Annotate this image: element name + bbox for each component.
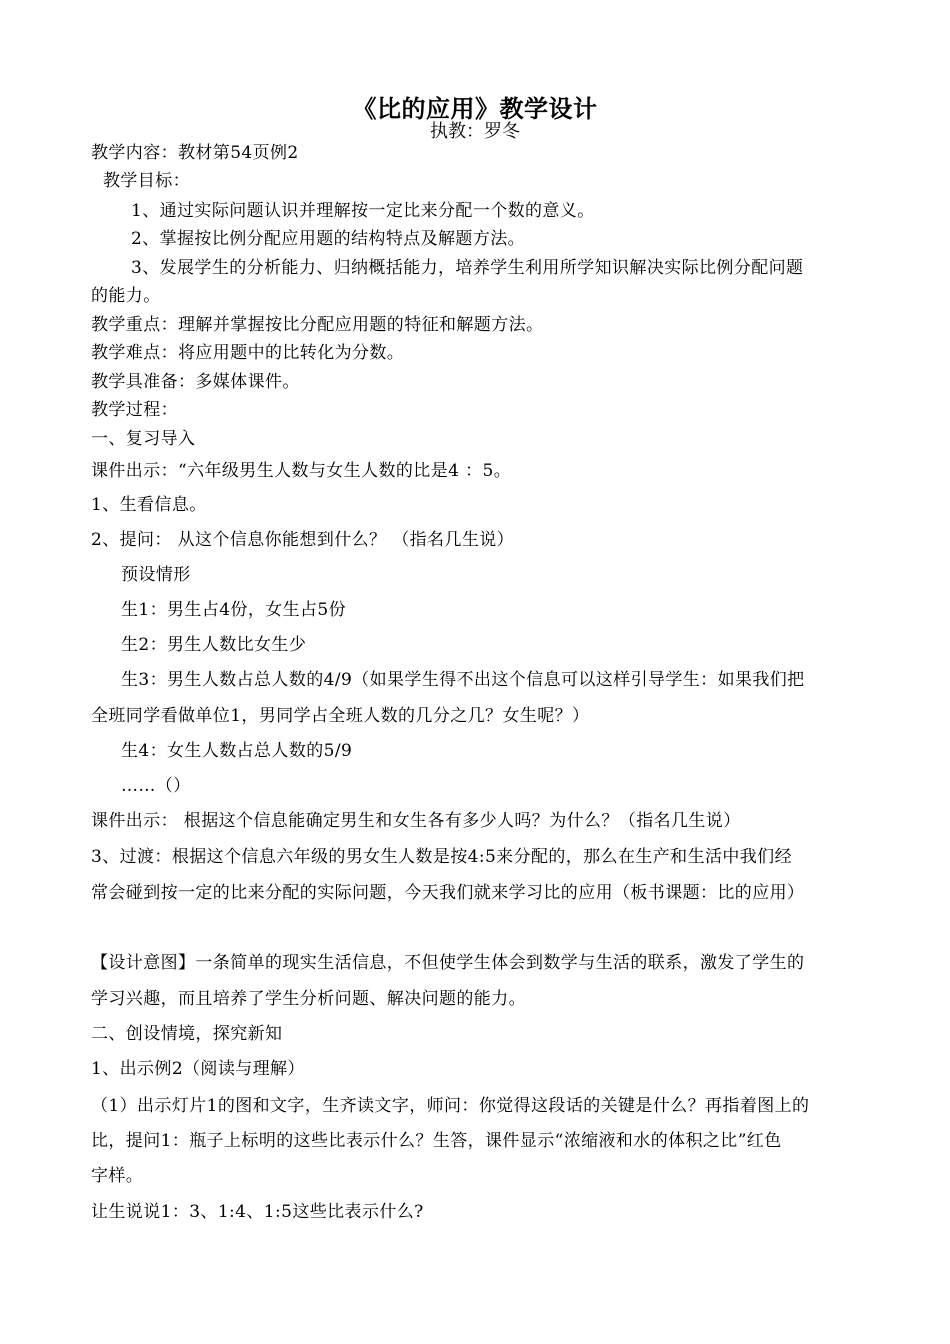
paragraph-line: 全班同学看做单位1，男同学占全班人数的几分之几？女生呢？） — [91, 706, 590, 726]
paragraph-line: 的能力。 — [91, 286, 161, 306]
document-title: 《比的应用》教学设计 — [352, 94, 598, 123]
paragraph-line: 2、提问： 从这个信息你能想到什么？ （指名几生说） — [91, 530, 515, 550]
teacher-line: 执教：罗冬 — [430, 121, 520, 142]
paragraph-line: 生1：男生占4份，女生占5份 — [121, 600, 347, 620]
paragraph-line: 课件出示：“六年级男生人数与女生人数的比是4 ：5。 — [91, 461, 512, 481]
paragraph-line: ……（） — [121, 776, 191, 796]
paragraph-line: 1、出示例2（阅读与理解） — [91, 1059, 305, 1079]
paragraph-line: 常会碰到按一定的比来分配的实际问题，今天我们就来学习比的应用（板书课题：比的应用） — [91, 883, 805, 903]
section-heading: 一、复习导入 — [91, 429, 196, 449]
paragraph-line: 学习兴趣，而且培养了学生分析问题、解决问题的能力。 — [91, 989, 526, 1009]
design-intent-line: 【设计意图】一条简单的现实生活信息，不但使学生体会到数学与生活的联系，激发了学生的 — [91, 953, 805, 973]
paragraph-line: 1、生看信息。 — [91, 495, 207, 515]
paragraph-line: 2、掌握按比例分配应用题的结构特点及解题方法。 — [131, 229, 526, 249]
paragraph-line: 教学内容：教材第54页例2 — [91, 143, 299, 163]
paragraph-line: 生2：男生人数比女生少 — [121, 635, 307, 655]
paragraph-line: 教学目标： — [103, 171, 190, 191]
paragraph-line: 预设情形 — [121, 565, 191, 585]
paragraph-line: 教学重点：理解并掌握按比分配应用题的特征和解题方法。 — [91, 315, 544, 335]
paragraph-line: 3、过渡：根据这个信息六年级的男女生人数是按4:5来分配的，那么在生产和生活中我们经 — [91, 847, 792, 867]
paragraph-line: 比，提问1：瓶子上标明的这些比表示什么？生答，课件显示“浓缩液和水的体积之比”红色 — [91, 1131, 782, 1151]
section-heading: 二、创设情境，探究新知 — [91, 1024, 283, 1044]
paragraph-line: 生4：女生人数占总人数的5/9 — [121, 741, 353, 761]
paragraph-line: 教学难点：将应用题中的比转化为分数。 — [91, 343, 405, 363]
paragraph-line: （1）出示灯片1的图和文字，生齐读文字，师问：你觉得这段话的关键是什么？再指着图上的 — [91, 1096, 810, 1116]
paragraph-line: 字样。 — [91, 1166, 144, 1186]
paragraph-line: 1、通过实际问题认识并理解按一定比来分配一个数的意义。 — [131, 201, 595, 221]
paragraph-line: 教学具准备：多媒体课件。 — [91, 372, 300, 392]
paragraph-line: 让生说说1：3、1:4、1:5这些比表示什么? — [91, 1202, 424, 1222]
paragraph-line: 课件出示： 根据这个信息能确定男生和女生各有多少人吗？为什么？（指名几生说） — [91, 811, 741, 831]
paragraph-line: 生3：男生人数占总人数的4/9（如果学生得不出这个信息可以这样引导学生：如果我们把 — [121, 670, 805, 690]
paragraph-line: 教学过程： — [91, 400, 178, 420]
paragraph-line: 3、发展学生的分析能力、归纳概括能力，培养学生利用所学知识解决实际比例分配问题 — [131, 258, 804, 278]
